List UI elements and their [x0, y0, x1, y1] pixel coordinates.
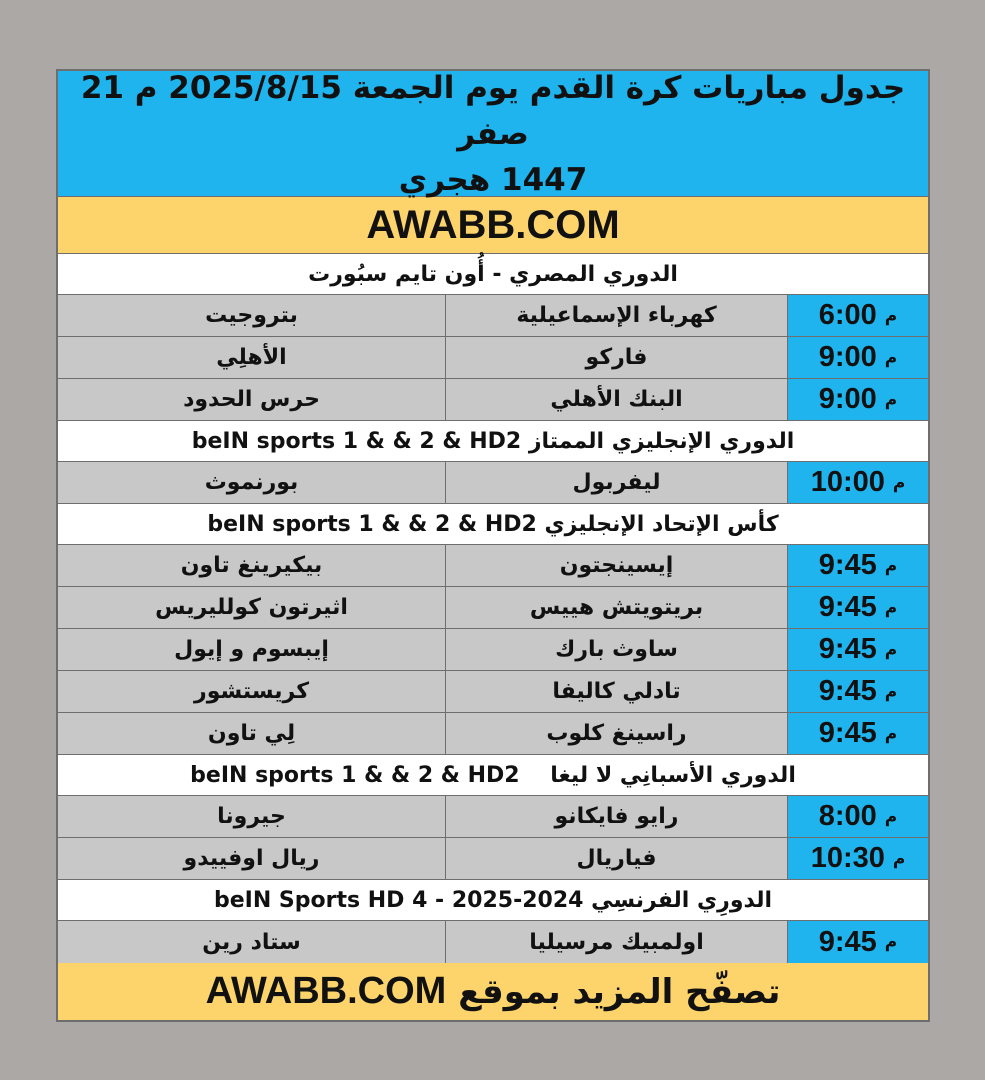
away-team: بيكيرينغ تاون	[180, 553, 323, 578]
home-team: فاركو	[445, 337, 787, 378]
match-time	[787, 587, 928, 628]
match-time-value: 9:00	[818, 383, 877, 415]
league-name: الدورِي الفرنسِي 2024-2025 - beIN Sports HD 4	[213, 887, 773, 913]
match-time-value: 8:00	[818, 800, 877, 832]
away-team: بتروجيت	[205, 303, 298, 328]
pm-label: م	[884, 681, 898, 702]
match-schedule-table	[56, 69, 930, 1022]
away-team: الأهلِي	[216, 345, 287, 370]
title-line-1: جدول مباريات كرة القدم يوم الجمعة 2025/8/15 م 21 صفر	[80, 69, 906, 152]
away-team: كريستشور	[194, 679, 309, 704]
match-row	[58, 713, 928, 755]
pm-label: م	[884, 723, 898, 744]
home-team: ساوث بارك	[445, 629, 787, 670]
away-team: بورنموث	[204, 470, 299, 495]
away-team: لِي تاون	[207, 721, 296, 746]
page-title	[58, 71, 928, 197]
match-time	[787, 838, 928, 879]
match-time-value: 9:45	[818, 591, 877, 623]
away-team: اثيرتون كولليريس	[155, 595, 348, 620]
home-team: البنك الأهلي	[445, 379, 787, 420]
match-row	[58, 796, 928, 838]
match-time	[787, 337, 928, 378]
match-time	[787, 545, 928, 586]
home-team: اولمبيك مرسيليا	[445, 921, 787, 963]
match-row	[58, 921, 928, 963]
pm-label: م	[884, 806, 898, 827]
pm-label: م	[884, 555, 898, 576]
match-row	[58, 587, 928, 629]
league-header	[58, 504, 928, 545]
home-team: راسينغ كلوب	[445, 713, 787, 754]
match-time-value: 9:45	[818, 717, 877, 749]
home-team: بريتويتش هييس	[445, 587, 787, 628]
match-time-value: 9:00	[818, 341, 877, 373]
match-time	[787, 295, 928, 336]
brand-text: AWABB.COM	[366, 202, 620, 247]
match-row	[58, 337, 928, 379]
pm-label: م	[884, 347, 898, 368]
away-team: ريال اوفييدو	[183, 846, 320, 871]
home-team: كهرباء الإسماعيلية	[445, 295, 787, 336]
league-name: كأس الإتحاد الإنجليزي beIN sports 1 & & 2 & HD2	[207, 511, 779, 537]
league-header	[58, 880, 928, 921]
league-name: الدوري المصري - أُون تايم سبُورت	[308, 261, 678, 287]
footer-site: AWABB.COM	[205, 970, 447, 1012]
match-time-value: 10:30	[810, 842, 885, 874]
match-time	[787, 921, 928, 963]
match-time-value: 9:45	[818, 925, 877, 958]
match-row	[58, 379, 928, 421]
match-time-value: 10:00	[810, 466, 885, 498]
brand-banner	[58, 197, 928, 254]
away-team: حرس الحدود	[183, 387, 320, 412]
league-header	[58, 421, 928, 462]
pm-label: م	[884, 932, 898, 952]
match-time	[787, 379, 928, 420]
match-time	[787, 713, 928, 754]
league-header	[58, 254, 928, 295]
home-team: رايو فايكانو	[445, 796, 787, 837]
pm-label: م	[884, 389, 898, 410]
league-name: الدوري الأسبانِي لا ليغا beIN sports 1 & & 2 & HD2	[190, 762, 796, 788]
league-header	[58, 755, 928, 796]
pm-label: م	[892, 472, 906, 493]
pm-label: م	[892, 848, 906, 869]
match-row	[58, 545, 928, 587]
match-time-value: 6:00	[818, 299, 877, 331]
away-team: إيبسوم و إيول	[174, 637, 329, 662]
home-team: ليفربول	[445, 462, 787, 503]
match-row	[58, 462, 928, 504]
pm-label: م	[884, 305, 898, 326]
match-time	[787, 462, 928, 503]
home-team: إيسينجتون	[445, 545, 787, 586]
match-time-value: 9:45	[818, 549, 877, 581]
match-row	[58, 671, 928, 713]
sections-container	[58, 254, 928, 963]
match-row	[58, 295, 928, 337]
league-name: الدوري الإنجليزي الممتاز beIN sports 1 & & 2 & HD2	[191, 428, 795, 454]
footer-text: تصفّح المزيد بموقع	[458, 971, 781, 1012]
pm-label: م	[884, 597, 898, 618]
match-time	[787, 671, 928, 712]
away-team: جيرونا	[217, 804, 286, 829]
home-team: فياريال	[445, 838, 787, 879]
match-time-value: 9:45	[818, 633, 877, 665]
match-time	[787, 796, 928, 837]
away-team: ستاد رين	[202, 929, 301, 955]
footer-banner	[58, 963, 928, 1020]
pm-label: م	[884, 639, 898, 660]
match-row	[58, 838, 928, 880]
match-time-value: 9:45	[818, 675, 877, 707]
home-team: تادلي كاليفا	[445, 671, 787, 712]
match-time	[787, 629, 928, 670]
match-row	[58, 629, 928, 671]
title-line-2: 1447 هجري	[398, 161, 588, 198]
